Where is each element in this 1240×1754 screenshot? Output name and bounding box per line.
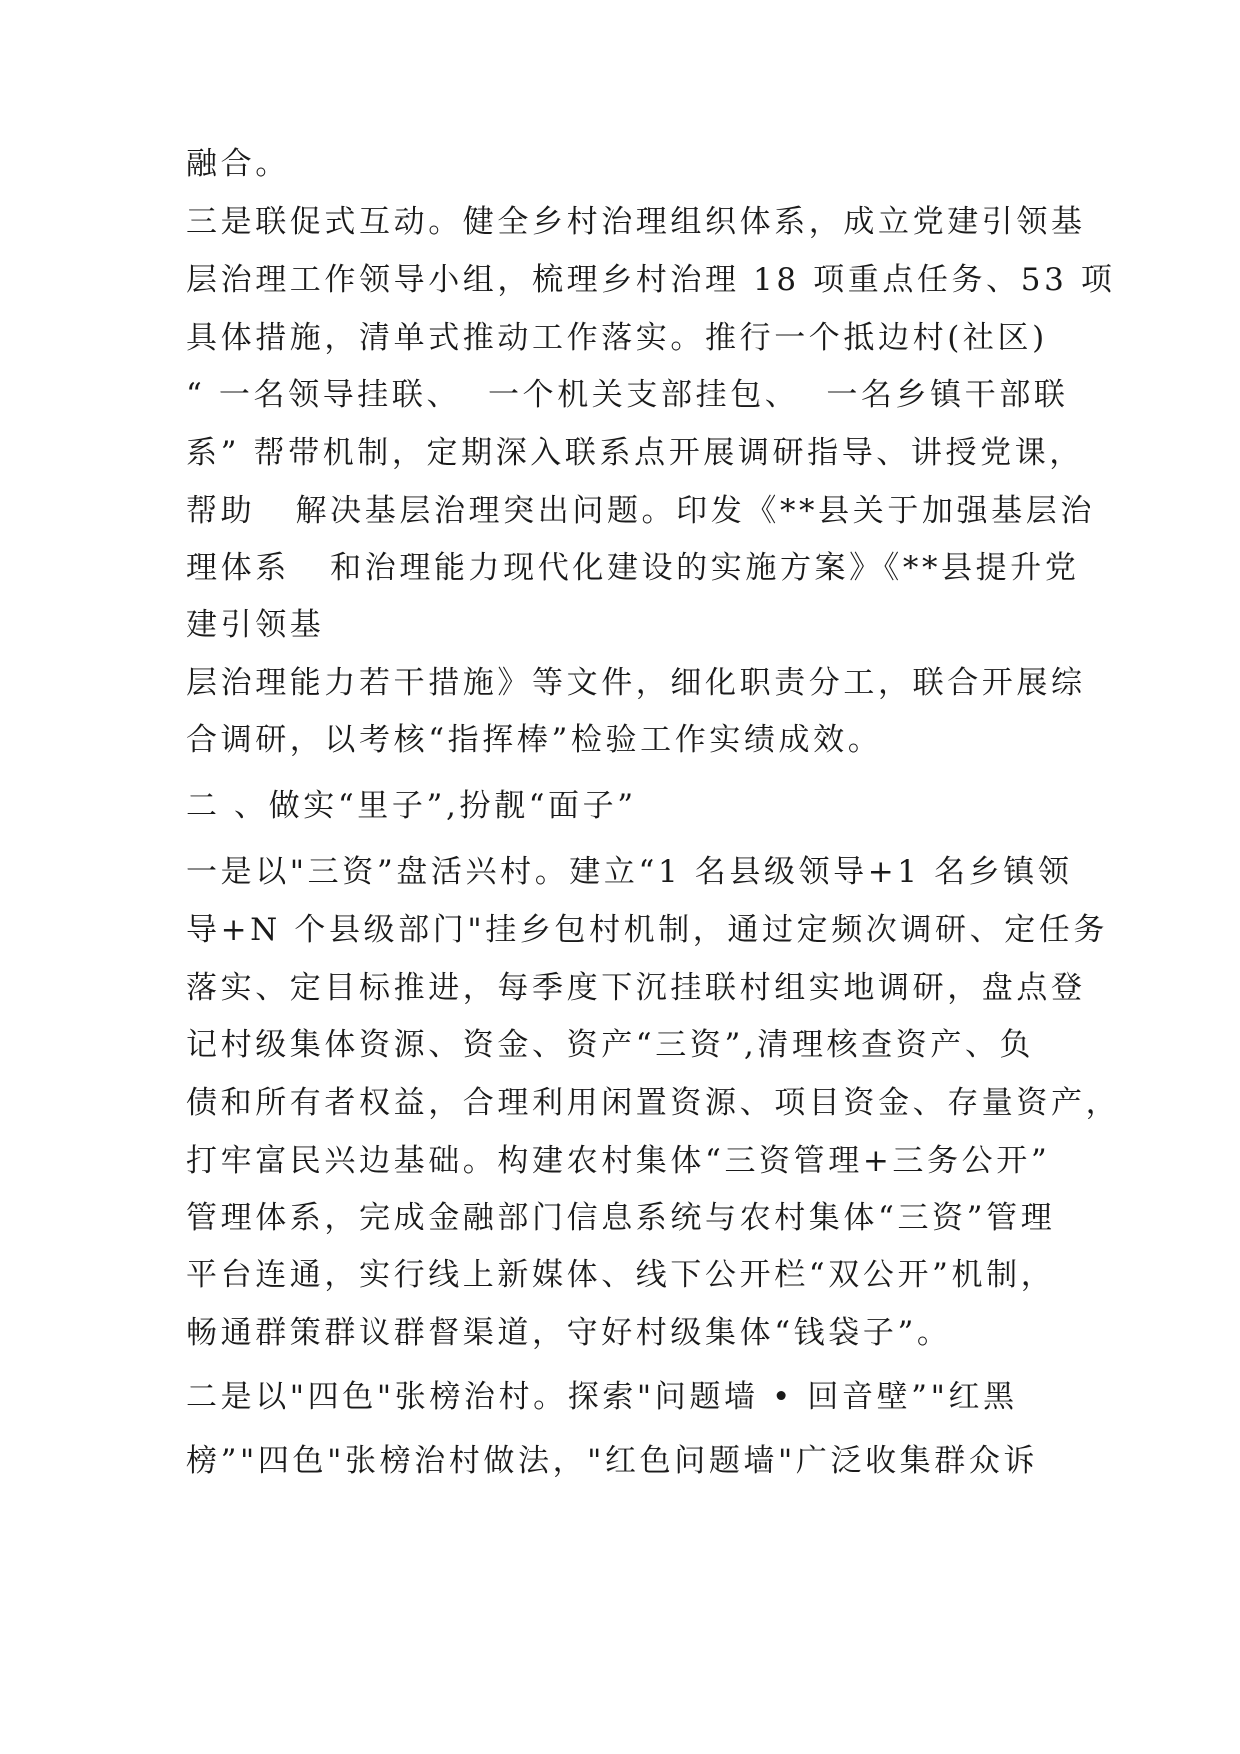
text-line: 落实、定目标推进，每季度下沉挂联村组实地调研，盘点登 xyxy=(186,970,1086,1006)
text-line: 层治理能力若干措施》等文件，细化职责分工，联合开展综 xyxy=(186,665,1086,701)
text-line: 畅通群策群议群督渠道，守好村级集体“钱袋子”。 xyxy=(186,1315,952,1351)
text-line: 理体系 和治理能力现代化建设的实施方案》《**县提升党 xyxy=(186,550,1080,586)
text-line: 一是以"三资”盘活兴村。建立“1 名县级领导+1 名乡镇领 xyxy=(186,854,1073,890)
text-line: 融合。 xyxy=(186,146,290,182)
section-heading: 二 、做实“里子”,扮靓“面子” xyxy=(186,788,637,824)
text-line: 平台连通，实行线上新媒体、线下公开栏“双公开”机制， xyxy=(186,1257,1056,1293)
text-line: 记村级集体资源、资金、资产“三资”,清理核查资产、负 xyxy=(186,1027,1035,1063)
text-line: 榜”"四色"张榜治村做法，"红色问题墙"广泛收集群众诉 xyxy=(186,1443,1039,1479)
text-line: 具体措施，清单式推动工作落实。推行一个抵边村(社区) xyxy=(186,320,1048,356)
text-line: 导+N 个县级部门"挂乡包村机制，通过定频次调研、定任务 xyxy=(186,912,1109,948)
text-line: 债和所有者权益，合理利用闲置资源、项目资金、存量资产， xyxy=(186,1085,1121,1121)
text-line: 二是以"四色"张榜治村。探索"问题墙 • 回音壁”"红黑 xyxy=(186,1379,1018,1415)
text-line: 层治理工作领导小组，梳理乡村治理 18 项重点任务、53 项 xyxy=(186,262,1116,298)
text-line: 三是联促式互动。健全乡村治理组织体系，成立党建引领基 xyxy=(186,204,1086,240)
text-line: “ 一名领导挂联、 一个机关支部挂包、 一名乡镇干部联 xyxy=(186,377,1069,413)
text-line: 管理体系，完成金融部门信息系统与农村集体“三资”管理 xyxy=(186,1200,1056,1236)
text-line: 系” 帮带机制，定期深入联系点开展调研指导、讲授党课， xyxy=(186,435,1084,471)
text-line: 打牢富民兴边基础。构建农村集体“三资管理+三务公开” xyxy=(186,1143,1051,1179)
text-line: 建引领基 xyxy=(186,607,325,643)
text-line: 合调研，以考核“指挥棒”检验工作实绩成效。 xyxy=(186,722,883,758)
text-line: 帮助 解决基层治理突出问题。印发《**县关于加强基层治 xyxy=(186,493,1095,529)
